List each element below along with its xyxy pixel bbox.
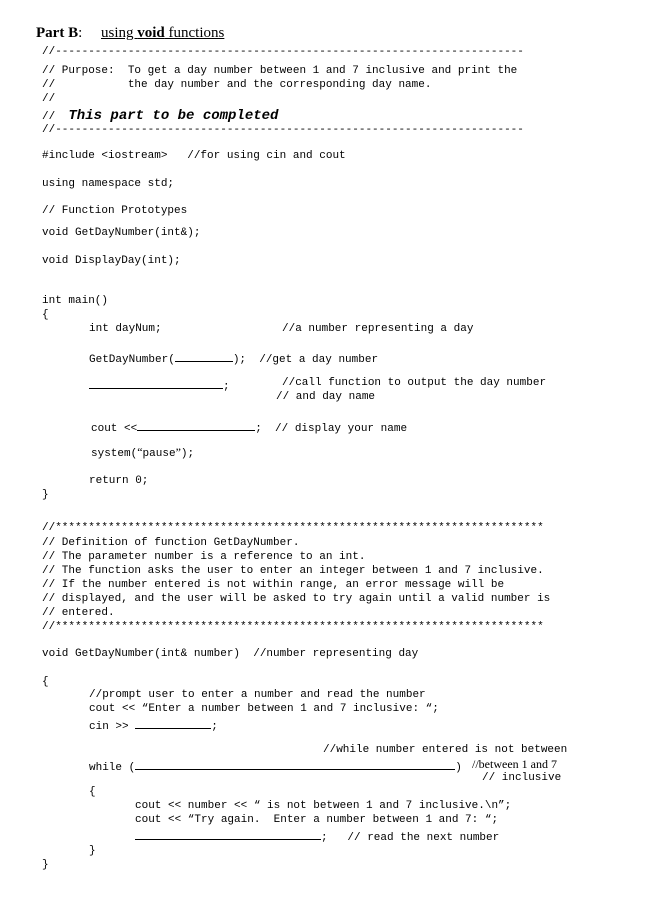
main-signature: int main() (42, 295, 109, 307)
system-quote-close: ” (175, 445, 181, 459)
todo-line (42, 108, 278, 124)
cin-start: cin >> (89, 721, 136, 733)
title-prefix: using (101, 25, 138, 41)
doc-stars-top: //************************************************************************** (42, 522, 544, 534)
main-close-brace: } (42, 489, 49, 501)
loop-read-end: ; // read the next number (321, 832, 500, 844)
todo-text: This part to be completed (68, 108, 279, 124)
getdaynumber-call-start: GetDayNumber( (89, 354, 175, 366)
prototype-displayday: void DisplayDay(int); (42, 255, 181, 267)
error-cout: cout << number << “ is not between 1 and 7 inclusive.\n”; (135, 800, 512, 812)
displayday-call-blank[interactable] (89, 377, 223, 389)
prompt-cout: cout << “Enter a number between 1 and 7 inclusive: “; (89, 703, 439, 715)
title-suffix: functions (164, 25, 225, 41)
part-heading (36, 24, 224, 42)
system-prefix: system( (91, 448, 138, 460)
while-start: while ( (89, 762, 136, 774)
loop-read-blank[interactable] (135, 828, 321, 840)
while-comment-1: //while number entered is not between (323, 744, 568, 756)
doc-stars-bottom: //************************************************************************** (42, 621, 544, 633)
while-line (89, 758, 462, 774)
cin-line (89, 717, 218, 733)
doc-line: // entered. (42, 607, 115, 619)
definition-signature: void GetDayNumber(int& number) //number representing day (42, 648, 419, 660)
header-rule-top: //----------------------------------------------------------------------- (42, 46, 524, 58)
part-label: Part B (36, 25, 79, 41)
displayday-call-end: ; (223, 381, 230, 393)
purpose-line-1: // Purpose: To get a day number between 1 and 7 inclusive and print the (42, 65, 518, 77)
header-blank-comment: // (42, 93, 56, 105)
part-title (101, 25, 224, 41)
system-arg: pause (142, 448, 176, 460)
loop-open-brace: { (89, 786, 96, 798)
definition-close-brace: } (42, 859, 49, 871)
title-bold: void (137, 25, 165, 41)
cout-name-start: cout << (91, 423, 138, 435)
doc-line: // The function asks the user to enter an integer between 1 and 7 inclusive. (42, 565, 544, 577)
definition-open-brace: { (42, 676, 49, 688)
todo-prefix: // (42, 111, 69, 123)
prototype-getdaynumber: void GetDayNumber(int&); (42, 227, 201, 239)
purpose-line-2: // the day number and the corresponding day name. (42, 79, 432, 91)
cout-name-blank[interactable] (137, 419, 255, 431)
loop-read-line (135, 828, 500, 844)
while-end: ) (455, 762, 462, 774)
doc-line: // If the number entered is not within range, an error message will be (42, 579, 505, 591)
cin-blank[interactable] (135, 717, 211, 729)
while-comment-2: //between 1 and 7 (472, 757, 557, 771)
cout-name-end: ; // display your name (255, 423, 408, 435)
doc-line: // The parameter number is a reference to an int. (42, 551, 366, 563)
prototypes-comment: // Function Prototypes (42, 205, 188, 217)
daynum-declaration: int dayNum; (89, 323, 162, 335)
using-namespace-line: using namespace std; (42, 178, 175, 190)
cin-end: ; (211, 721, 218, 733)
cout-name-line (91, 419, 408, 435)
retry-cout: cout << “Try again. Enter a number between 1 and 7: “; (135, 814, 499, 826)
loop-close-brace: } (89, 845, 96, 857)
system-pause-line (91, 446, 194, 459)
displayday-call-line (89, 377, 230, 393)
getdaynumber-call-end: ); //get a day number (232, 354, 379, 366)
doc-line: // displayed, and the user will be asked to try again until a valid number is (42, 593, 551, 605)
while-comment-3: // inclusive (482, 772, 562, 784)
header-rule-bottom: //----------------------------------------------------------------------- (42, 124, 524, 136)
while-condition-blank[interactable] (135, 758, 455, 770)
include-line: #include <iostream> //for using cin and cout (42, 150, 346, 162)
main-open-brace: { (42, 309, 49, 321)
prompt-comment: //prompt user to enter a number and read the number (89, 689, 426, 701)
system-quote-open: “ (137, 445, 143, 459)
part-colon: : (78, 25, 83, 41)
getdaynumber-call-line (89, 350, 379, 366)
displayday-comment-2: // and day name (276, 391, 376, 403)
getdaynumber-arg-blank[interactable] (175, 350, 233, 362)
daynum-comment: //a number representing a day (282, 323, 474, 335)
system-suffix: ); (180, 448, 195, 460)
return-statement: return 0; (89, 475, 149, 487)
displayday-comment-1: //call function to output the day number (282, 377, 547, 389)
doc-line: // Definition of function GetDayNumber. (42, 537, 300, 549)
